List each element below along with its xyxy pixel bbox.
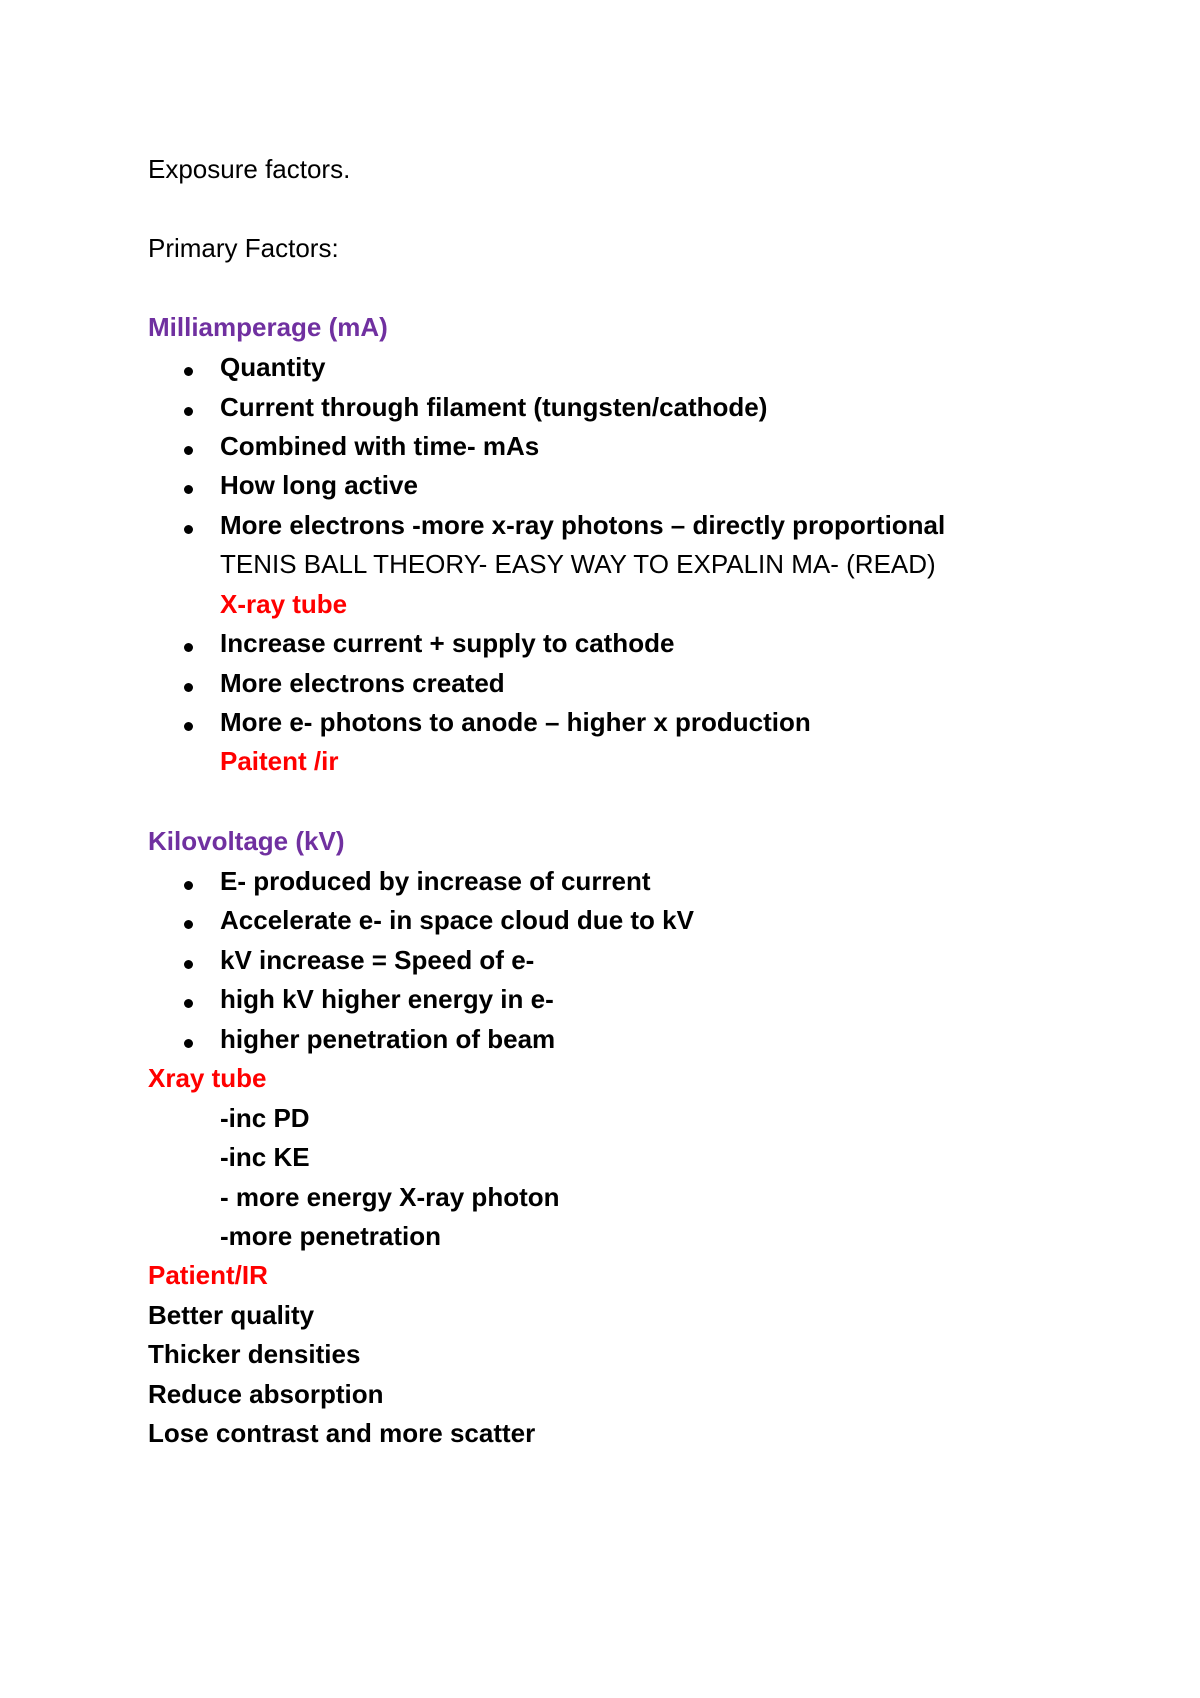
kv-patient-item: Lose contrast and more scatter [148, 1418, 536, 1448]
bullet-icon [184, 643, 193, 652]
bullet-icon [184, 446, 193, 455]
kv-bullet-item: higher penetration of beam [220, 1024, 556, 1054]
ma-bullet-item: Current through filament (tungsten/cathode) [220, 392, 768, 422]
kv-patient-label: Patient/IR [148, 1260, 268, 1290]
ma-bullet-item: Combined with time- mAs [220, 431, 540, 461]
kv-bullet-item: Accelerate e- in space cloud due to kV [220, 905, 694, 935]
bullet-icon [184, 485, 193, 494]
bullet-icon [184, 367, 193, 376]
bullet-icon [184, 881, 193, 890]
tennis-ball-note: TENIS BALL THEORY- EASY WAY TO EXPALIN MA- (READ) [220, 549, 936, 579]
kv-xray-tube-label: Xray tube [148, 1063, 267, 1093]
kv-xray-item: -inc KE [220, 1142, 310, 1172]
bullet-icon [184, 722, 193, 731]
bullet-icon [184, 1039, 193, 1048]
kv-xray-item: -more penetration [220, 1221, 442, 1251]
kilovoltage-heading: Kilovoltage (kV) [148, 826, 345, 856]
kv-patient-item: Reduce absorption [148, 1379, 384, 1409]
bullet-icon [184, 525, 193, 534]
kv-bullet-item: kV increase = Speed of e- [220, 945, 535, 975]
kv-patient-item: Better quality [148, 1300, 315, 1330]
bullet-icon [184, 683, 193, 692]
kv-xray-item: - more energy X-ray photon [220, 1182, 560, 1212]
bullet-icon [184, 407, 193, 416]
ma-xray-tube-label: X-ray tube [220, 589, 348, 619]
ma-bullet-item: Quantity [220, 352, 326, 382]
bullet-icon [184, 920, 193, 929]
bullet-icon [184, 999, 193, 1008]
kv-xray-item: -inc PD [220, 1103, 310, 1133]
ma-xray-bullet-item: More electrons created [220, 668, 505, 698]
kv-patient-item: Thicker densities [148, 1339, 361, 1369]
document-title: Exposure factors. [148, 154, 351, 184]
kv-bullet-item: high kV higher energy in e- [220, 984, 554, 1014]
kv-bullet-item: E- produced by increase of current [220, 866, 651, 896]
bullet-icon [184, 960, 193, 969]
ma-xray-bullet-item: More e- photons to anode – higher x production [220, 707, 811, 737]
ma-patient-label: Paitent /ir [220, 746, 339, 776]
primary-factors-heading: Primary Factors: [148, 233, 339, 263]
ma-bullet-item: More electrons -more x-ray photons – directly proportional [220, 510, 946, 540]
milliamperage-heading: Milliamperage (mA) [148, 312, 388, 342]
ma-bullet-item: How long active [220, 470, 418, 500]
ma-xray-bullet-item: Increase current + supply to cathode [220, 628, 675, 658]
